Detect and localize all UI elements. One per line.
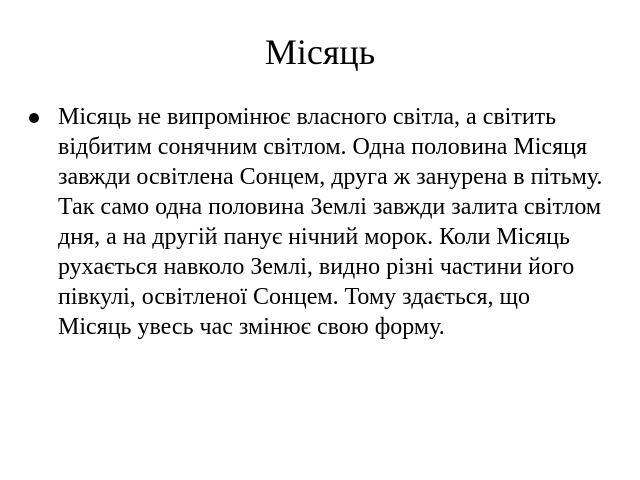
bullet-item [0, 102, 640, 342]
slide-title: Місяць [264, 32, 376, 72]
bullet-text: Місяць не випромінює власного світла, а світить відбитим сонячним світлом. Одна половина Місяця завжди освітлена Сонцем, друга ж занурена в пітьму. Так само одна половина Землі завжди залита світлом дня, а на другій панує нічний морок. Коли Місяць рухається навколо Землі, видно різні частини його півкулі, освітленої Сонцем. Тому здається, що Місяць увесь час змінює свою форму. [58, 104, 603, 340]
bullet-list [0, 102, 640, 342]
bullet-dot-icon [29, 113, 39, 123]
